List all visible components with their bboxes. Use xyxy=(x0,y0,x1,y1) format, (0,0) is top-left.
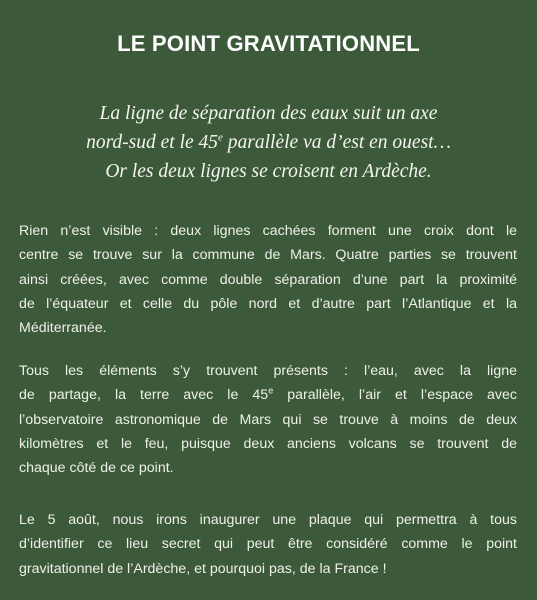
paragraph-1-line: centre se trouve sur la commune de Mars. Quatre parties se trouvent xyxy=(19,247,517,264)
lead-line-2 xyxy=(30,128,507,157)
paragraph-3-line: d’identifier ce lieu secret qui peut être considéré comme le point xyxy=(19,536,517,553)
paragraph-2-line xyxy=(19,383,517,407)
paragraph-2-line: l’observatoire astronomique de Mars qui se trouve à moins de deux xyxy=(19,411,517,428)
paragraph-2-line-2-end: parallèle, l’air et l’espace avec xyxy=(273,387,517,404)
lead-line-3: Or les deux lignes se croisent en Ardèche. xyxy=(105,161,432,182)
paragraph-2 xyxy=(19,359,517,480)
paragraph-1-line: de l’équateur et celle du pôle nord et d’autre part l’Atlantique et la xyxy=(19,295,517,312)
paragraph-1-line: ainsi créées, avec comme double séparation d’une part la proximité xyxy=(19,271,517,288)
superscript-e: e xyxy=(268,385,274,396)
lead-line-2-start: nord-sud et le 45 xyxy=(86,132,219,153)
article-title: LE POINT GRAVITATIONNEL xyxy=(117,31,420,56)
paragraph-2-line-2-start: de partage, la terre avec le 45 xyxy=(19,387,269,404)
paragraph-2-line: Tous les éléments s’y trouvent présents : l’eau, avec la ligne xyxy=(19,363,517,379)
paragraph-2-line: kilomètres et le feu, puisque deux anciens volcans se trouvent de xyxy=(19,435,517,452)
lead-quote xyxy=(30,99,507,186)
paragraph-1-line: Rien n’est visible : deux lignes cachées forment une croix dont le xyxy=(19,223,517,239)
paragraph-3-line: Le 5 août, nous irons inaugurer une plaque qui permettra à tous xyxy=(19,512,517,528)
paragraph-1 xyxy=(19,219,517,340)
superscript-e: e xyxy=(218,131,223,144)
paragraph-3-line: gravitationnel de l’Ardèche, et pourquoi pas, de la France ! xyxy=(19,560,387,577)
paragraph-2-line: chaque côté de ce point. xyxy=(19,460,174,477)
paragraph-3 xyxy=(19,508,517,581)
lead-line-1: La ligne de séparation des eaux suit un axe xyxy=(99,103,438,124)
paragraph-1-line: Méditerranée. xyxy=(19,320,107,337)
lead-line-2-end: parallèle va d’est en ouest… xyxy=(222,132,451,153)
